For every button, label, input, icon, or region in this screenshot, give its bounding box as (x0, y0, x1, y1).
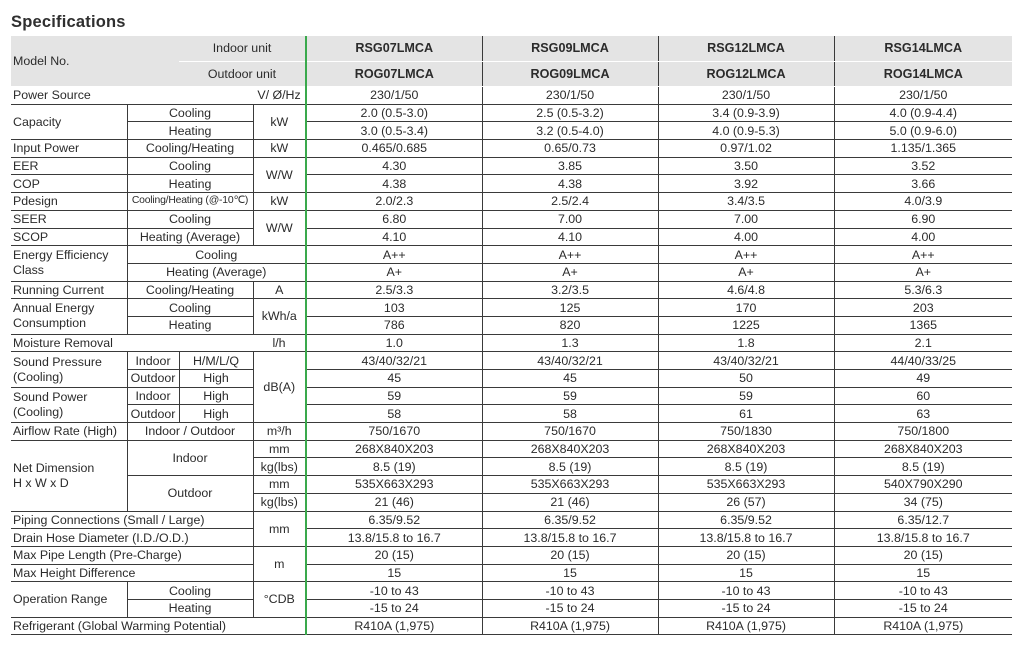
row-label: Airflow Rate (High) (11, 423, 127, 441)
table-row (11, 440, 1012, 458)
row-label: Piping Connections (Small / Large) (11, 511, 253, 529)
value-cell: 6.35/12.7 (834, 511, 1012, 529)
value-cell: -10 to 43 (834, 582, 1012, 600)
value-cell: 2.1 (834, 334, 1012, 352)
sub-label: Cooling (127, 299, 253, 317)
value-cell: 15 (482, 564, 658, 582)
unit-cell: dB(A) (253, 352, 306, 423)
value-cell: 268X840X203 (482, 440, 658, 458)
sub-label: High (179, 405, 253, 423)
row-label: SEER (11, 210, 127, 228)
value-cell: 1.0 (306, 334, 482, 352)
table-row (11, 405, 1012, 423)
value-cell: 4.38 (482, 175, 658, 193)
table-row (11, 246, 1012, 264)
value-cell: 1.8 (658, 334, 834, 352)
sub-label: Outdoor (127, 370, 179, 388)
outdoor-unit-label: Outdoor unit (179, 61, 306, 87)
value-cell: -15 to 24 (658, 599, 834, 617)
table-row (11, 193, 1012, 211)
row-label-line1: Annual Energy (13, 301, 95, 316)
value-cell: 15 (306, 564, 482, 582)
row-label (11, 246, 127, 281)
value-cell: 230/1/50 (834, 87, 1012, 105)
value-cell: 58 (482, 405, 658, 423)
table-row (11, 564, 1012, 582)
outdoor-model-header: ROG14LMCA (834, 61, 1012, 87)
value-cell: A++ (658, 246, 834, 264)
value-cell: 750/1670 (482, 423, 658, 441)
unit-cell: W/W (253, 210, 306, 245)
value-cell: 59 (658, 387, 834, 405)
outdoor-model-header: ROG07LMCA (306, 61, 482, 87)
sub-label: Indoor (127, 387, 179, 405)
unit-cell: W/W (253, 157, 306, 192)
row-label: Input Power (11, 140, 127, 158)
row-label: Capacity (11, 104, 127, 139)
row-label: Running Current (11, 281, 127, 299)
value-cell: 230/1/50 (658, 87, 834, 105)
value-cell: A+ (482, 263, 658, 281)
indoor-model-header: RSG12LMCA (658, 36, 834, 61)
row-label: Power Source (11, 87, 253, 105)
value-cell: 750/1800 (834, 423, 1012, 441)
table-row (11, 316, 1012, 334)
value-cell: 170 (658, 299, 834, 317)
table-row (11, 140, 1012, 158)
row-label-line2: Consumption (13, 316, 87, 331)
value-cell: 6.35/9.52 (306, 511, 482, 529)
value-cell: R410A (1,975) (834, 617, 1012, 635)
page-title: Specifications (11, 13, 126, 31)
table-row (11, 599, 1012, 617)
value-cell: 750/1670 (306, 423, 482, 441)
unit-cell: m³/h (253, 423, 306, 441)
table-row (11, 476, 1012, 494)
row-label-line2: Class (13, 263, 44, 278)
value-cell: A++ (834, 246, 1012, 264)
row-label-line2: H x W x D (13, 475, 69, 490)
unit-cell: mm (253, 440, 306, 458)
sub-label: Heating (127, 599, 253, 617)
table-row (11, 299, 1012, 317)
value-cell: 34 (75) (834, 493, 1012, 511)
indoor-unit-label: Indoor unit (179, 36, 306, 61)
value-cell: 13.8/15.8 to 16.7 (658, 529, 834, 547)
value-cell: 750/1830 (658, 423, 834, 441)
value-cell: 2.5/2.4 (482, 193, 658, 211)
row-label: Pdesign (11, 193, 127, 211)
unit-cell: mm (253, 511, 306, 546)
table-row (11, 281, 1012, 299)
value-cell: 1.3 (482, 334, 658, 352)
value-cell: 1365 (834, 316, 1012, 334)
row-label: SCOP (11, 228, 127, 246)
table-row (11, 352, 1012, 370)
value-cell: -15 to 24 (834, 599, 1012, 617)
value-cell: 4.00 (834, 228, 1012, 246)
value-cell: 0.465/0.685 (306, 140, 482, 158)
value-cell: 125 (482, 299, 658, 317)
table-row (11, 87, 1012, 105)
value-cell: R410A (1,975) (658, 617, 834, 635)
value-cell: 3.2/3.5 (482, 281, 658, 299)
table-row (11, 122, 1012, 140)
value-cell: 4.0 (0.9-4.4) (834, 104, 1012, 122)
value-cell: 20 (15) (306, 546, 482, 564)
value-cell: 3.85 (482, 157, 658, 175)
sub-label: Outdoor (127, 405, 179, 423)
sub-label: High (179, 370, 253, 388)
value-cell: 4.0/3.9 (834, 193, 1012, 211)
row-label-line2: (Cooling) (13, 404, 64, 419)
table-row (11, 263, 1012, 281)
value-cell: 4.10 (306, 228, 482, 246)
unit-cell: V/ Ø/Hz (253, 87, 306, 105)
value-cell: 4.6/4.8 (658, 281, 834, 299)
row-label: Max Height Difference (11, 564, 253, 582)
value-cell: 43/40/32/21 (482, 352, 658, 370)
unit-cell: kg(lbs) (253, 493, 306, 511)
value-cell: 4.00 (658, 228, 834, 246)
value-cell: 7.00 (482, 210, 658, 228)
value-cell: 6.80 (306, 210, 482, 228)
value-cell: 44/40/33/25 (834, 352, 1012, 370)
table-row (11, 370, 1012, 388)
value-cell: 43/40/32/21 (658, 352, 834, 370)
table-row (11, 529, 1012, 547)
value-cell: 535X663X293 (306, 476, 482, 494)
value-cell: 540X790X290 (834, 476, 1012, 494)
value-cell: -10 to 43 (306, 582, 482, 600)
value-cell: 20 (15) (834, 546, 1012, 564)
value-cell: 6.35/9.52 (658, 511, 834, 529)
value-cell: 63 (834, 405, 1012, 423)
row-label: COP (11, 175, 127, 193)
value-cell: 2.5 (0.5-3.2) (482, 104, 658, 122)
value-cell: 20 (15) (482, 546, 658, 564)
value-cell: 58 (306, 405, 482, 423)
sub-label: Indoor (127, 440, 253, 475)
value-cell: 15 (658, 564, 834, 582)
value-cell: A+ (658, 263, 834, 281)
value-cell: 3.4/3.5 (658, 193, 834, 211)
table-row (11, 228, 1012, 246)
unit-cell: m (253, 546, 306, 581)
table-row (11, 387, 1012, 405)
row-label (11, 352, 127, 387)
value-cell: 15 (834, 564, 1012, 582)
value-cell: 5.3/6.3 (834, 281, 1012, 299)
row-label-line1: Energy Efficiency (13, 248, 109, 263)
value-cell: 26 (57) (658, 493, 834, 511)
row-label: Drain Hose Diameter (I.D./O.D.) (11, 529, 253, 547)
value-cell: A+ (306, 263, 482, 281)
value-cell: 59 (482, 387, 658, 405)
value-cell: 8.5 (19) (834, 458, 1012, 476)
row-label (11, 440, 127, 511)
sub-label: Indoor (127, 352, 179, 370)
value-cell: -15 to 24 (482, 599, 658, 617)
table-row (11, 157, 1012, 175)
value-cell: 2.5/3.3 (306, 281, 482, 299)
value-cell: R410A (1,975) (306, 617, 482, 635)
row-label-line1: Sound Power (13, 389, 88, 404)
table-row (11, 175, 1012, 193)
value-cell: 13.8/15.8 to 16.7 (834, 529, 1012, 547)
sub-label: H/M/L/Q (179, 352, 253, 370)
table-row (11, 423, 1012, 441)
sub-label: Cooling (127, 157, 253, 175)
value-cell: A++ (482, 246, 658, 264)
value-cell: 3.2 (0.5-4.0) (482, 122, 658, 140)
value-cell: 6.35/9.52 (482, 511, 658, 529)
model-no-label: Model No. (11, 36, 179, 87)
row-label (11, 299, 127, 334)
unit-cell: kW (253, 193, 306, 211)
sub-label: Cooling (127, 104, 253, 122)
table-row (11, 617, 1012, 635)
value-cell: 20 (15) (658, 546, 834, 564)
value-cell: -15 to 24 (306, 599, 482, 617)
value-cell: 4.10 (482, 228, 658, 246)
sub-label: Cooling/Heating (127, 140, 253, 158)
value-cell: A++ (306, 246, 482, 264)
value-cell: 49 (834, 370, 1012, 388)
value-cell: 3.50 (658, 157, 834, 175)
sub-label: Cooling (127, 210, 253, 228)
sub-label: Heating (127, 122, 253, 140)
unit-cell: l/h (253, 334, 306, 352)
sub-label: Heating (Average) (127, 263, 306, 281)
table-row (11, 36, 1012, 61)
table-row (11, 511, 1012, 529)
value-cell: 535X663X293 (658, 476, 834, 494)
value-cell: A+ (834, 263, 1012, 281)
sub-label: Cooling (127, 582, 253, 600)
value-cell: 13.8/15.8 to 16.7 (306, 529, 482, 547)
row-label: Refrigerant (Global Warming Potential) (11, 617, 306, 635)
value-cell: 103 (306, 299, 482, 317)
value-cell: 8.5 (19) (306, 458, 482, 476)
value-cell: 0.65/0.73 (482, 140, 658, 158)
value-cell: 2.0/2.3 (306, 193, 482, 211)
indoor-model-header: RSG14LMCA (834, 36, 1012, 61)
spec-table (11, 36, 1012, 635)
value-cell: R410A (1,975) (482, 617, 658, 635)
value-cell: 8.5 (19) (482, 458, 658, 476)
value-cell: 5.0 (0.9-6.0) (834, 122, 1012, 140)
indoor-model-header: RSG07LMCA (306, 36, 482, 61)
row-label (11, 387, 127, 422)
row-label: Max Pipe Length (Pre-Charge) (11, 546, 253, 564)
value-cell: 230/1/50 (482, 87, 658, 105)
value-cell: 4.0 (0.9-5.3) (658, 122, 834, 140)
row-label: EER (11, 157, 127, 175)
value-cell: 3.4 (0.9-3.9) (658, 104, 834, 122)
value-cell: 268X840X203 (834, 440, 1012, 458)
value-cell: 59 (306, 387, 482, 405)
value-cell: 3.66 (834, 175, 1012, 193)
sub-label: Outdoor (127, 476, 253, 511)
value-cell: 2.0 (0.5-3.0) (306, 104, 482, 122)
value-cell: 8.5 (19) (658, 458, 834, 476)
value-cell: 3.0 (0.5-3.4) (306, 122, 482, 140)
sub-label: Heating (127, 175, 253, 193)
value-cell: 21 (46) (306, 493, 482, 511)
value-cell: -10 to 43 (658, 582, 834, 600)
value-cell: 3.92 (658, 175, 834, 193)
value-cell: 1.135/1.365 (834, 140, 1012, 158)
value-cell: 43/40/32/21 (306, 352, 482, 370)
outdoor-model-header: ROG12LMCA (658, 61, 834, 87)
sub-label: Cooling/Heating (127, 281, 253, 299)
outdoor-model-header: ROG09LMCA (482, 61, 658, 87)
value-cell: 0.97/1.02 (658, 140, 834, 158)
unit-cell: °CDB (253, 582, 306, 617)
row-label: Operation Range (11, 582, 127, 617)
value-cell: 45 (306, 370, 482, 388)
table-row (11, 582, 1012, 600)
unit-cell: kWh/a (253, 299, 306, 334)
value-cell: 3.52 (834, 157, 1012, 175)
value-cell: 4.38 (306, 175, 482, 193)
value-cell: 786 (306, 316, 482, 334)
unit-cell: kW (253, 140, 306, 158)
value-cell: -10 to 43 (482, 582, 658, 600)
value-cell: 4.30 (306, 157, 482, 175)
value-cell: 13.8/15.8 to 16.7 (482, 529, 658, 547)
table-row (11, 104, 1012, 122)
value-cell: 268X840X203 (306, 440, 482, 458)
value-cell: 6.90 (834, 210, 1012, 228)
value-cell: 45 (482, 370, 658, 388)
value-cell: 820 (482, 316, 658, 334)
unit-cell: mm (253, 476, 306, 494)
value-cell: 21 (46) (482, 493, 658, 511)
value-cell: 203 (834, 299, 1012, 317)
row-label-line1: Sound Pressure (13, 354, 102, 369)
value-cell: 268X840X203 (658, 440, 834, 458)
indoor-model-header: RSG09LMCA (482, 36, 658, 61)
sub-label: Heating (Average) (127, 228, 253, 246)
row-label-line2: (Cooling) (13, 369, 64, 384)
sub-label: Cooling (127, 246, 306, 264)
value-cell: 50 (658, 370, 834, 388)
table-row (11, 546, 1012, 564)
unit-cell: A (253, 281, 306, 299)
value-cell: 7.00 (658, 210, 834, 228)
table-row (11, 210, 1012, 228)
value-cell: 60 (834, 387, 1012, 405)
sub-label: Cooling/Heating (@-10℃) (127, 193, 253, 211)
unit-cell: kW (253, 104, 306, 139)
row-label: Moisture Removal (11, 334, 253, 352)
value-cell: 61 (658, 405, 834, 423)
sub-label: Heating (127, 316, 253, 334)
unit-cell: kg(lbs) (253, 458, 306, 476)
value-cell: 1225 (658, 316, 834, 334)
sub-label: Indoor / Outdoor (127, 423, 253, 441)
value-cell: 535X663X293 (482, 476, 658, 494)
row-label-line1: Net Dimension (13, 460, 95, 475)
value-cell: 230/1/50 (306, 87, 482, 105)
sub-label: High (179, 387, 253, 405)
table-row (11, 334, 1012, 352)
